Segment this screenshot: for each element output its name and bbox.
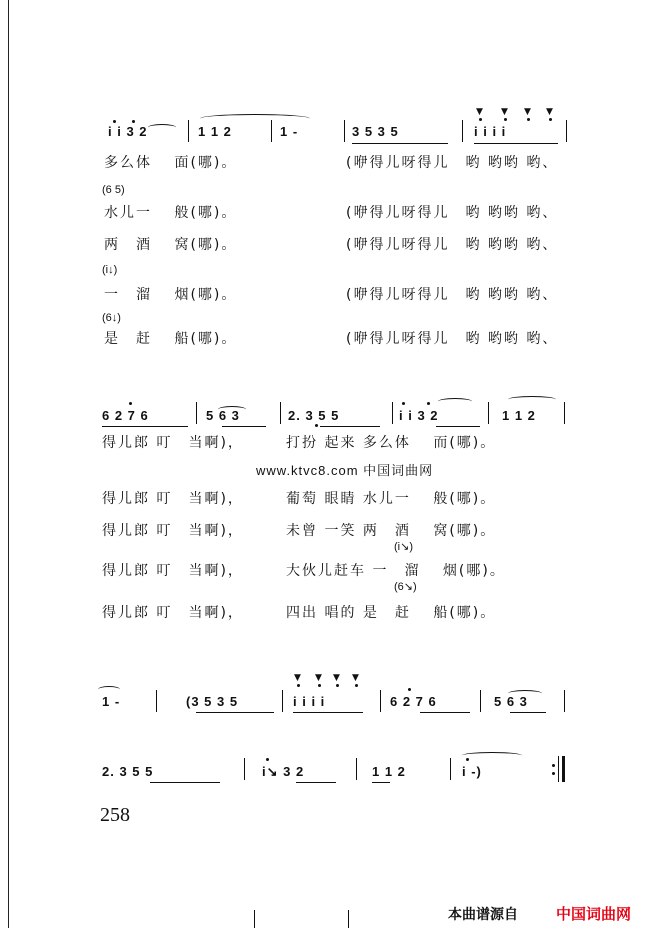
variant-notation: (6 5): [102, 184, 125, 196]
lyric-line: 得儿郎 叮 当啊)，: [102, 435, 244, 451]
footer-site-name: 中国词曲网: [556, 905, 632, 923]
beam-underline: [296, 782, 336, 783]
octave-dot: [336, 684, 339, 687]
lyric-line: 得儿郎 叮 当啊)，: [102, 491, 244, 507]
repeat-dot: [552, 764, 555, 767]
beam-underline: [420, 712, 470, 713]
octave-dot: [408, 688, 411, 691]
page-edge-line: [8, 0, 9, 928]
page-number: 258: [100, 804, 130, 826]
octave-dot: [355, 684, 358, 687]
bar-line: [280, 402, 281, 424]
watermark-text: www.ktvc8.com 中国词曲网: [256, 463, 434, 478]
beam-underline: [510, 712, 546, 713]
bar-line: [564, 690, 565, 712]
lyric-line: 打扮 起来 多么体 而(哪)。: [286, 435, 497, 451]
notation-measure: i↘ 3 2: [262, 764, 305, 779]
accent-mark: ▼: [524, 107, 531, 117]
lyric-line: 水儿一 般(哪)。: [104, 205, 238, 221]
accent-mark: ▼: [476, 107, 483, 117]
lyric-line: 是 赶 船(哪)。: [104, 331, 238, 347]
octave-dot: [266, 758, 269, 761]
notation-measure: i i 3 2: [399, 408, 439, 423]
octave-dot: [402, 402, 405, 405]
notation-measure: 5 6 3: [494, 694, 528, 709]
variant-notation: (6↓): [102, 312, 121, 324]
notation-measure: 1 1 2: [372, 764, 406, 779]
accent-mark: ▼: [294, 673, 301, 683]
lyric-line: 得儿郎 叮 当啊)，: [102, 523, 244, 539]
bar-line: [392, 402, 393, 424]
accent-mark: ▼: [352, 673, 359, 683]
binding-mark: [348, 910, 349, 928]
beam-underline: [222, 426, 266, 427]
end-bar-thick: [562, 756, 565, 782]
lyric-line: 未曾 一笑 两 酒 窝(哪)。: [286, 523, 497, 539]
notation-measure: i i 3 2: [108, 124, 148, 139]
lyric-line: 得儿郎 叮 当啊)，: [102, 605, 244, 621]
octave-dot: [297, 684, 300, 687]
dot-dotted-note: [315, 424, 318, 427]
slur: [148, 124, 176, 131]
octave-dot: [527, 118, 530, 121]
notation-measure: i -): [462, 764, 482, 779]
octave-dot: [479, 118, 482, 121]
lyric-line: (咿得儿呀得儿 哟 哟哟 哟、: [346, 287, 559, 303]
octave-dot: [113, 120, 116, 123]
octave-dot: [549, 118, 552, 121]
octave-dot: [132, 120, 135, 123]
bar-line: [380, 690, 381, 712]
repeat-dot: [552, 772, 555, 775]
notation-measure: 1 1 2: [502, 408, 536, 423]
bar-line: [282, 690, 283, 712]
variant-notation: (6↘): [394, 581, 417, 593]
slur: [438, 398, 472, 405]
notation-measure: 1 -: [280, 124, 299, 139]
octave-dot: [318, 684, 321, 687]
beam-underline: [102, 426, 188, 427]
beam-underline: [352, 143, 448, 144]
lyric-line: 得儿郎 叮 当啊)，: [102, 563, 244, 579]
bar-line: [450, 758, 451, 780]
slur: [508, 396, 556, 403]
beam-underline: [474, 143, 558, 144]
notation-measure: 5 6 3: [206, 408, 240, 423]
lyric-line: 葡萄 眼睛 水儿一 般(哪)。: [286, 491, 497, 507]
accent-mark: ▼: [333, 673, 340, 683]
variant-notation: (i↘): [394, 541, 413, 553]
binding-mark: [254, 910, 255, 928]
bar-line: [188, 120, 189, 142]
lyric-line: (咿得儿呀得儿 哟 哟哟 哟、: [346, 155, 559, 171]
lyric-line: 多么体 面(哪)。: [104, 155, 238, 171]
footer-source-label: 本曲谱源自: [448, 907, 518, 923]
bar-line: [356, 758, 357, 780]
lyric-line: 两 酒 窝(哪)。: [104, 237, 238, 253]
bar-line: [566, 120, 567, 142]
octave-dot: [129, 402, 132, 405]
lyric-line: 一 溜 烟(哪)。: [104, 287, 238, 303]
bar-line: [480, 690, 481, 712]
notation-measure: 2. 3 5 5: [288, 408, 340, 423]
notation-measure: 3 5 3 5: [352, 124, 399, 139]
notation-measure: 1 1 2: [198, 124, 232, 139]
accent-mark: ▼: [315, 673, 322, 683]
lyric-line: 大伙儿赶车 一 溜 烟(哪)。: [286, 563, 506, 579]
beam-underline: [293, 712, 363, 713]
bar-line: [488, 402, 489, 424]
bar-line: [564, 402, 565, 424]
lyric-line: 四出 唱的 是 赶 船(哪)。: [286, 605, 497, 621]
beam-underline: [196, 712, 274, 713]
notation-measure: i i i i: [293, 694, 326, 709]
notation-measure: i i i i: [474, 124, 507, 139]
octave-dot: [427, 402, 430, 405]
tie: [200, 114, 310, 123]
beam-underline: [320, 426, 380, 427]
lyric-line: (咿得儿呀得儿 哟 哟哟 哟、: [346, 237, 559, 253]
bar-line: [196, 402, 197, 424]
notation-measure: (3 5 3 5: [186, 694, 239, 709]
end-bar-thin: [558, 756, 559, 782]
bar-line: [344, 120, 345, 142]
lyric-line: (咿得儿呀得儿 哟 哟哟 哟、: [346, 331, 559, 347]
beam-underline: [436, 426, 480, 427]
notation-measure: 6 2 7 6: [390, 694, 437, 709]
notation-measure: 6 2 7 6: [102, 408, 149, 423]
bar-line: [156, 690, 157, 712]
octave-dot: [504, 118, 507, 121]
lyric-line: (咿得儿呀得儿 哟 哟哟 哟、: [346, 205, 559, 221]
bar-line: [244, 758, 245, 780]
notation-measure: 1 -: [102, 694, 121, 709]
variant-notation: (i↓): [102, 264, 118, 276]
bar-line: [462, 120, 463, 142]
accent-mark: ▼: [501, 107, 508, 117]
beam-underline: [372, 782, 390, 783]
notation-measure: 2. 3 5 5: [102, 764, 154, 779]
tie: [98, 686, 120, 693]
bar-line: [271, 120, 272, 142]
accent-mark: ▼: [546, 107, 553, 117]
tie: [462, 752, 522, 759]
beam-underline: [150, 782, 220, 783]
